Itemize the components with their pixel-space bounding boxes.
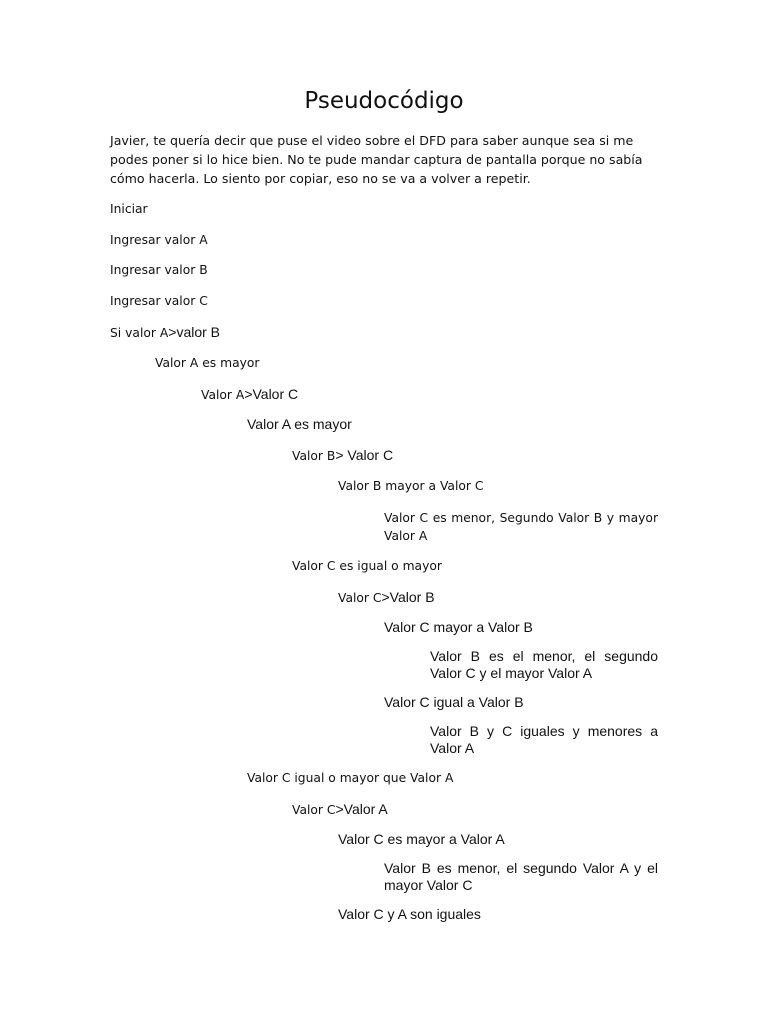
line-a-es-mayor: Valor A es mayor — [155, 356, 260, 370]
line-ingresar-a: Ingresar valor A — [110, 233, 208, 247]
condition-left: Valor A — [201, 388, 245, 402]
line-a-mayor-c — [201, 386, 298, 404]
line-c-y-a-iguales: Valor C y A son iguales — [338, 906, 481, 922]
condition-left: Valor B — [292, 449, 336, 463]
line-ingresar-c: Ingresar valor C — [110, 294, 208, 308]
line-c-igual-o-mayor-a: Valor C igual o mayor que Valor A — [247, 771, 454, 785]
condition-left: Valor C — [292, 803, 336, 817]
condition-right: >Valor B — [381, 589, 435, 605]
line-result-b-menor: Valor B es el menor, el segundo Valor C y el mayor Valor A — [430, 648, 658, 681]
line-result-b-c-iguales: Valor B y C iguales y menores a Valor A — [430, 723, 658, 756]
line-c-mayor-a — [292, 801, 388, 819]
line-iniciar: Iniciar — [110, 202, 148, 216]
condition-right: >Valor A — [335, 801, 388, 817]
line-c-mayor-b — [338, 589, 435, 607]
line-ingresar-b: Ingresar valor B — [110, 263, 208, 277]
intro-paragraph: Javier, te quería decir que puse el video sobre el DFD para saber aunque sea si me podes poner si lo hice bien. No te pude mandar captura de pantalla porque no sabía cómo hacerla. Lo siento por copiar, eso no se va a volver a repetir. — [110, 133, 643, 186]
line-result-b-menor-2: Valor B es menor, el segundo Valor A y el mayor Valor C — [384, 860, 658, 893]
page-title: Pseudocódigo — [304, 88, 464, 114]
line-c-igual-o-mayor: Valor C es igual o mayor — [292, 559, 442, 573]
condition-right: > Valor C — [335, 447, 394, 463]
line-result-c-menor: Valor C es menor, Segundo Valor B y mayor Valor A — [384, 511, 658, 543]
line-c-igual-b: Valor C igual a Valor B — [384, 694, 524, 710]
line-si-a-mayor-b — [110, 324, 220, 342]
condition-left: Valor C — [338, 591, 382, 605]
line-b-mayor-a-c: Valor B mayor a Valor C — [338, 479, 484, 493]
line-c-es-mayor-a-a: Valor C es mayor a Valor A — [338, 831, 505, 847]
condition-right: >Valor C — [244, 386, 299, 402]
line-a-es-mayor-2: Valor A es mayor — [247, 416, 352, 432]
condition-right: >valor B — [168, 324, 221, 340]
line-c-mayor-a-b: Valor C mayor a Valor B — [384, 619, 533, 635]
condition-left: Si valor A — [110, 326, 169, 340]
line-b-mayor-c — [292, 447, 393, 465]
